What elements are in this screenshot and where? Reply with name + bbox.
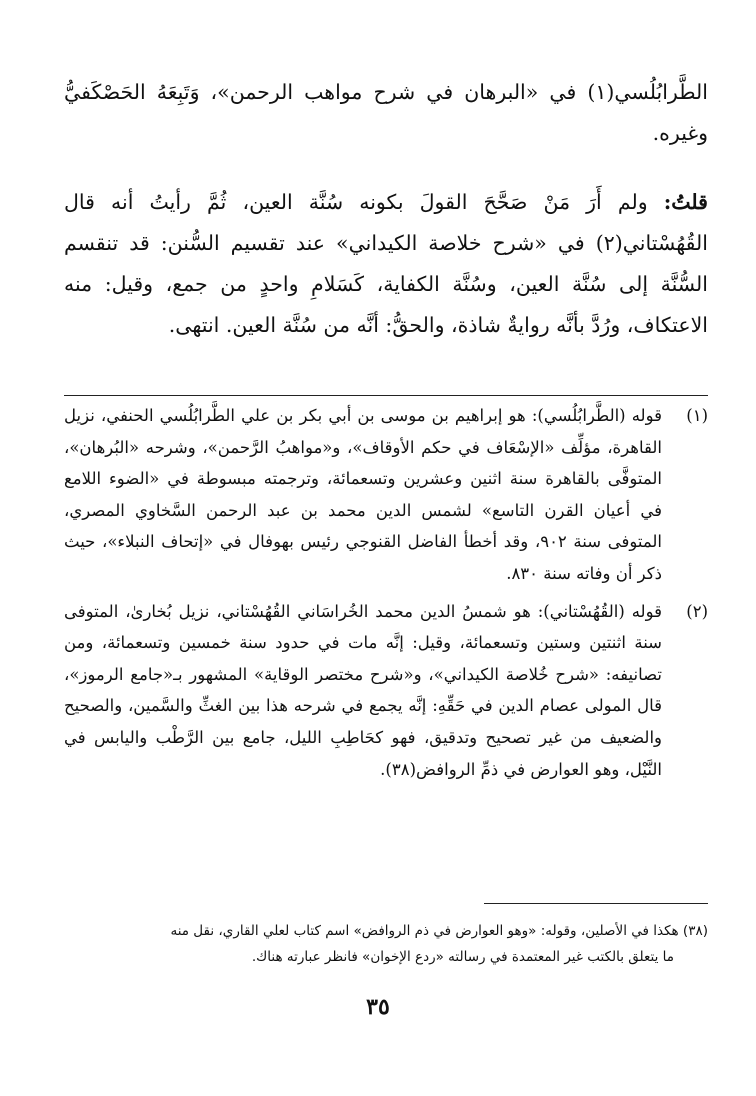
main-paragraph-2: [64, 182, 708, 346]
page-number: ٣٥: [366, 994, 390, 1020]
main-paragraph-1: الطَّرابُلُسي(١) في «البرهان في شرح مواهب الرحمن»، وَتَبِعَهُ الحَصْكَفيُّ وغيره.: [64, 80, 708, 145]
editor-note-divider: [484, 903, 708, 904]
editor-footnote: [64, 918, 708, 970]
footnote-2: [64, 596, 708, 786]
editor-footnote-line-1: (٣٨) هكذا في الأصلين، وقوله: «وهو العوارض في ذم الروافض» اسم كتاب لعلي القاري، نقل منه: [170, 923, 708, 939]
footnotes-block: [64, 400, 708, 785]
footnote-text: قوله (القُهُسْتاني): هو شمسُ الدين محمد الخُراسَاني القُهُسْتاني، نزيل بُخارىٰ، المتوفى سنة اثنتين وستين وتسعمائة، وقيل: إنَّه مات في حدود سنة خمسين وتسعمائة، ومن تصانيفه: «شرح خُلاصة الكيداني»، و«شرح مختصر الوقاية» المشهور بـ«جامع الرموز»، قال المولى عصام الدين في حَقِّهِ: إنَّه يجمع في شرحه هذا بين الغثِّ والسَّمين، والصحيح والضعيف من غير تصحيح وتدقيق، فهو كحَاطِبِ الليل، جامع بين الرَّطْب واليابس في النَّيْل، وهو العوارض في ذمِّ الروافض(٣٨).: [64, 601, 662, 779]
footnote-text: قوله (الطَّرابُلُسي): هو إبراهيم بن موسى بن أبي بكر بن علي الطَّرابُلُسي الحنفي، نزيل القاهرة، مؤلِّف «الإسْعَاف في حكم الأوقاف»، و«مواهبُ الرَّحمن»، وشرحه «البُرهان»، المتوفَّى بالقاهرة سنة اثنين وعشرين وتسعمائة، وترجمته مبسوطة في «الضوء اللامع في أعيان القرن التاسع» لشمس الدين محمد بن عبد الرحمن السَّخاوي المصري، المتوفى سنة ٩٠٢، وقد أخطأ الفاضل القنوجي رئيس بهوفال في «إتحاف النبلاء»، حيث ذكر أن وفاته سنة ٨٣٠.: [64, 406, 662, 583]
footnote-1: [64, 400, 708, 590]
main-text-block: [64, 72, 708, 346]
paragraph-lead-word: قلتُ:: [663, 190, 708, 214]
paragraph-2-body: ولم أَرَ مَنْ صَحَّحَ القولَ بكونه سُنَّة العين، ثُمَّ رأيتُ أنه قال القُهُسْتاني(٢) في «شرح خلاصة الكيداني» عند تقسيم السُّنن: قد تنقسم السُّنَّة إلى سُنَّة العين، وسُنَّة الكفاية، كَسَلامِ واحدٍ من جمع، وقيل: منه الاعتكاف، ورُدَّ بأنَّه روايةٌ شاذة، والحقُّ: أنَّه من سُنَّة العين. انتهى.: [64, 190, 708, 337]
editor-footnote-line-2: ما يتعلق بالكتب غير المعتمدة في رسالته «ردع الإخوان» فانظر عبارته هناك.: [251, 949, 674, 965]
footnote-divider: [64, 395, 708, 396]
footnote-number: (٢): [686, 601, 708, 621]
footnote-number: (١): [686, 406, 708, 425]
